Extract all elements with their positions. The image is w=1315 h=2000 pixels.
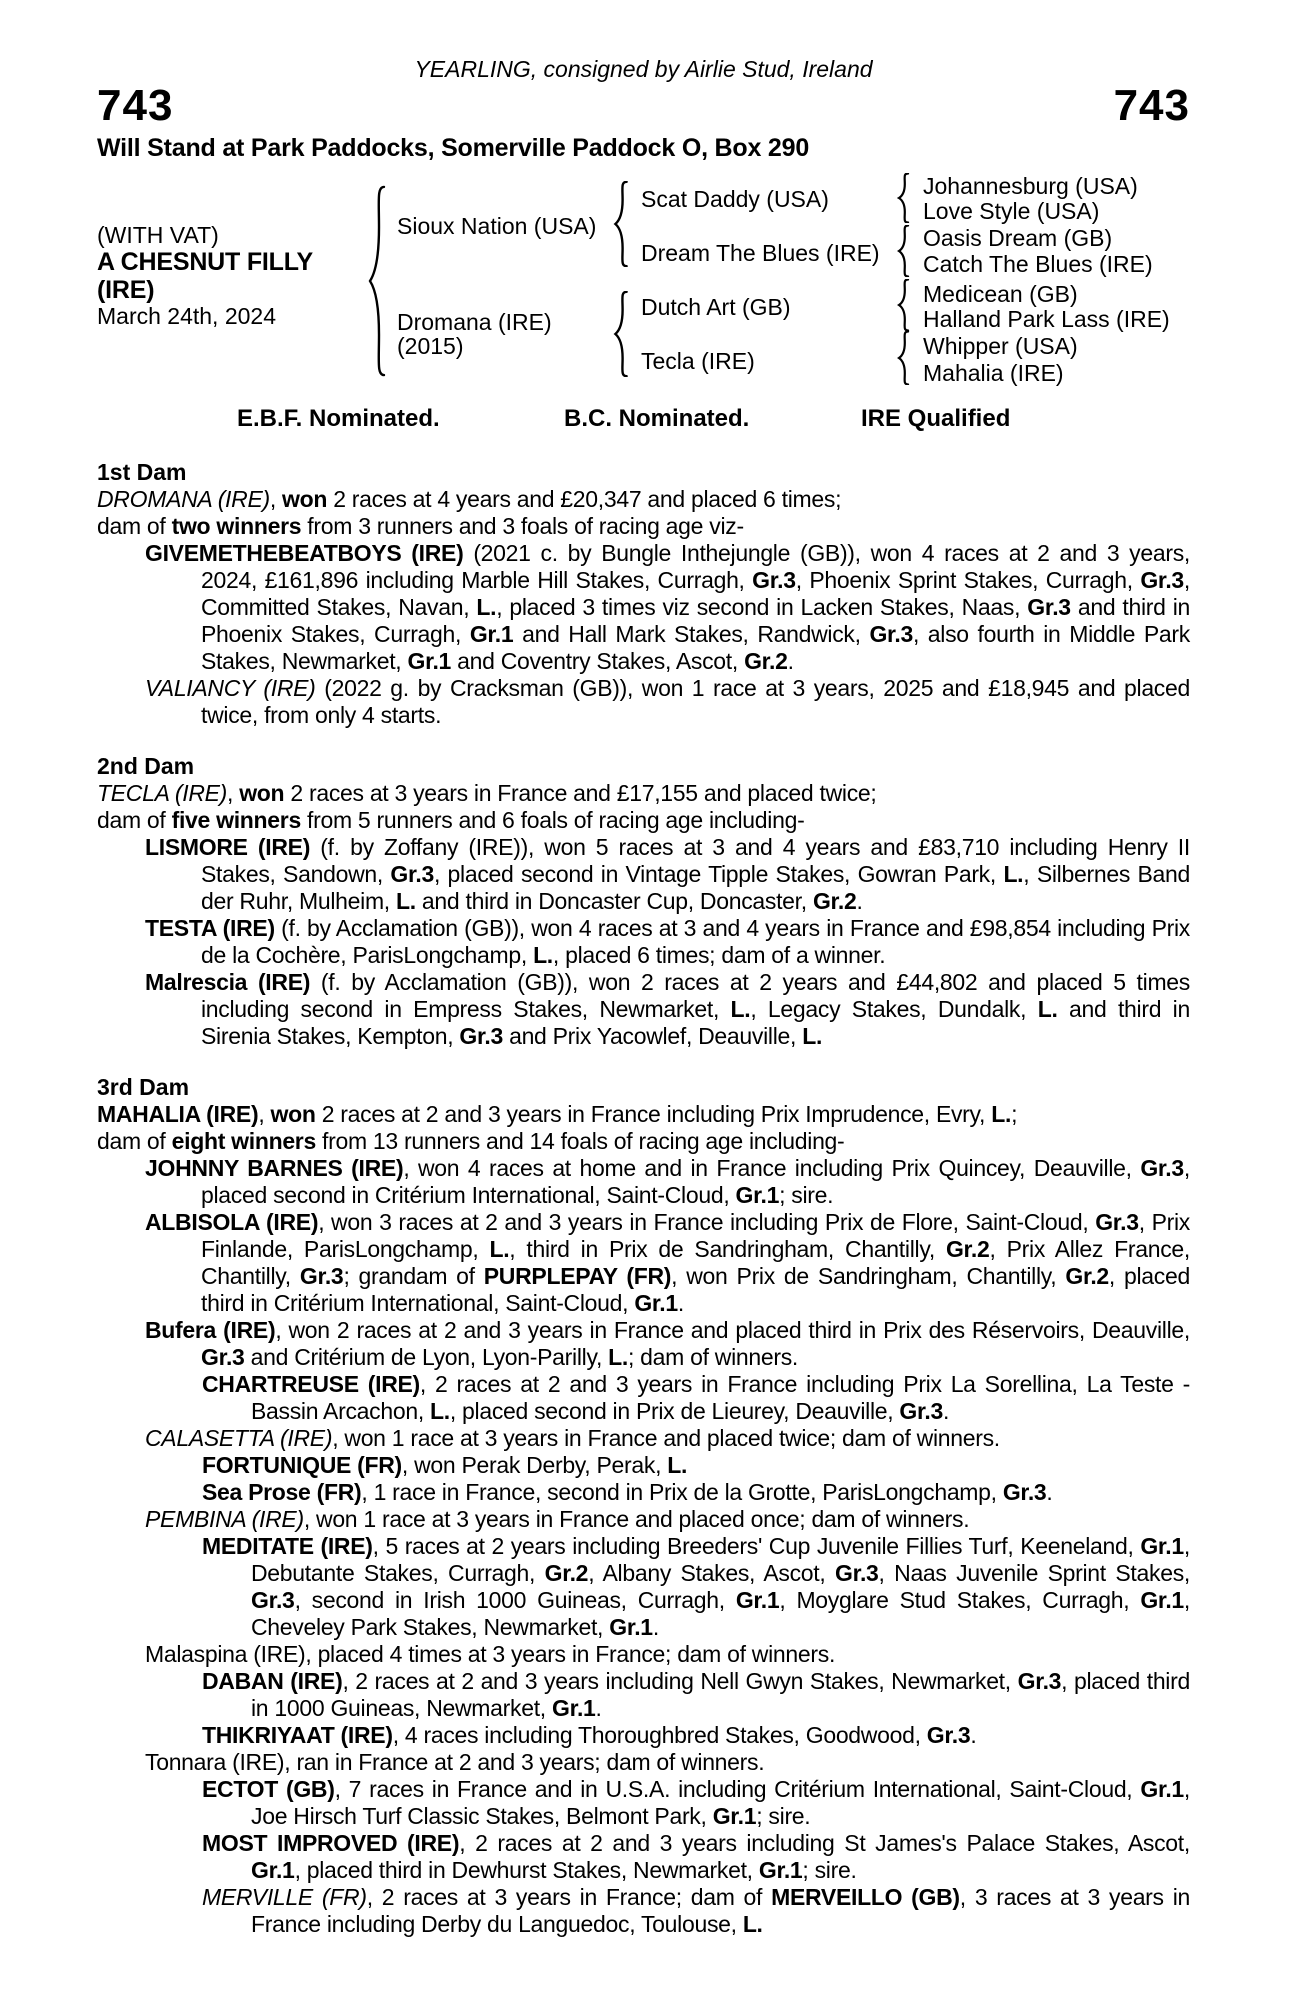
- text-run: .: [677, 1290, 684, 1316]
- lot-number-left: 743: [97, 81, 174, 130]
- text-run: .: [787, 648, 794, 674]
- horse-paragraph: [97, 1830, 1190, 1884]
- dam-section: [97, 459, 1190, 729]
- text-run: THIKRIYAAT (IRE): [202, 1722, 393, 1748]
- text-run: from 3 runners and 3 foals of racing age viz-: [301, 513, 744, 539]
- text-run: Gr.3: [1017, 1668, 1062, 1694]
- text-run: , Legacy Stakes, Dundalk,: [750, 996, 1038, 1022]
- text-run: , 5 races at 2 years including Breeders' Cup Juvenile Fillies Turf, Keeneland,: [372, 1533, 1141, 1559]
- text-run: L.: [533, 942, 553, 968]
- pedigree-dam: [397, 310, 552, 358]
- text-run: , Joe Hirsch Turf Classic Stakes, Belmont Park,: [251, 1776, 1191, 1829]
- pedigree-great-grandparent: Mahalia (IRE): [923, 360, 1064, 386]
- text-run: MEDITATE (IRE): [202, 1533, 373, 1559]
- text-run: Gr.3: [299, 1263, 344, 1289]
- horse-paragraph: [97, 807, 1190, 834]
- horse-paragraph: [97, 1749, 1190, 1776]
- text-run: .: [970, 1722, 977, 1748]
- text-run: Gr.1: [407, 648, 452, 674]
- text-run: L.: [608, 1344, 628, 1370]
- text-run: ALBISOLA (IRE): [145, 1209, 319, 1235]
- pedigree-brace-icon: [367, 185, 387, 377]
- text-run: Gr.1: [469, 621, 514, 647]
- horse-paragraph: [97, 1128, 1190, 1155]
- text-run: Malrescia (IRE): [145, 969, 311, 995]
- text-run: Gr.1: [251, 1857, 295, 1883]
- text-run: Gr.3: [869, 621, 913, 647]
- text-run: dam of: [97, 807, 172, 833]
- horse-paragraph: [97, 1425, 1190, 1452]
- text-run: , Silbernes Band der Ruhr, Mulheim,: [201, 861, 1190, 914]
- text-run: , won 2 races at 2 and 3 years in France and placed third in Prix des Réservoirs, Deauville,: [275, 1317, 1190, 1343]
- text-run: VALIANCY (IRE): [145, 675, 316, 701]
- text-run: dam of: [97, 1128, 172, 1154]
- horse-paragraph: [97, 1884, 1190, 1938]
- text-run: Gr.2: [945, 1236, 990, 1262]
- text-run: PURPLEPAY (FR): [483, 1263, 672, 1289]
- pedigree-great-grandparent: Medicean (GB): [923, 281, 1078, 307]
- pedigree-brace-icon: [613, 181, 629, 267]
- text-run: (f. by Acclamation (GB)), won 2 races at 2 years and £44,802 and placed 5 times including second in Empress Stakes, Newmarket,: [201, 969, 1190, 1022]
- pedigree-brace-icon: [897, 279, 910, 331]
- text-run: , 7 races in France and in U.S.A. including Critérium International, Saint-Cloud,: [334, 1776, 1141, 1802]
- text-run: , Cheveley Park Stakes, Newmarket,: [251, 1587, 1190, 1640]
- horse-paragraph: [97, 915, 1190, 969]
- text-run: , placed second in Vintage Tipple Stakes, Gowran Park,: [433, 861, 1004, 887]
- text-run: 2 races at 3 years in France and £17,155 and placed twice;: [284, 780, 877, 806]
- horse-paragraph: [97, 1533, 1190, 1641]
- text-run: , Phoenix Sprint Stakes, Curragh,: [795, 567, 1141, 593]
- text-run: Gr.1: [634, 1290, 678, 1316]
- text-run: , won Prix de Sandringham, Chantilly,: [671, 1263, 1066, 1289]
- pedigree-great-grandparent: Love Style (USA): [923, 198, 1100, 224]
- text-run: JOHNNY BARNES (IRE): [145, 1155, 404, 1181]
- pedigree-great-grandparent: Whipper (USA): [923, 333, 1078, 359]
- text-run: PEMBINA (IRE): [145, 1506, 304, 1532]
- text-run: Gr.3: [752, 567, 796, 593]
- text-run: 2 races at 2 and 3 years in France including Prix Imprudence, Evry,: [315, 1101, 992, 1127]
- text-run: won: [239, 780, 285, 806]
- text-run: ; sire.: [802, 1857, 857, 1883]
- text-run: , placed third in 1000 Guineas, Newmarket,: [251, 1668, 1190, 1721]
- text-run: , Prix Allez France, Chantilly,: [201, 1236, 1191, 1289]
- pedigree-granddam: Tecla (IRE): [641, 348, 755, 374]
- text-run: L.: [991, 1101, 1012, 1127]
- horse-paragraph: [97, 1317, 1190, 1371]
- horse-paragraph: [97, 675, 1190, 729]
- text-run: , won Perak Derby, Perak,: [401, 1452, 668, 1478]
- pedigree-dam-name: Dromana (IRE): [397, 309, 552, 335]
- horse-paragraph: [97, 1776, 1190, 1830]
- text-run: , Albany Stakes, Ascot,: [588, 1560, 835, 1586]
- pedigree-great-grandparent: Halland Park Lass (IRE): [923, 306, 1170, 332]
- subject-name: A CHESNUT FILLY: [97, 248, 313, 276]
- text-run: L.: [396, 888, 416, 914]
- text-run: MOST IMPROVED (IRE): [202, 1830, 460, 1856]
- text-run: , won 4 races at home and in France including Prix Quincey, Deauville,: [403, 1155, 1141, 1181]
- nominations-row: [97, 405, 1190, 435]
- horse-paragraph: [97, 1668, 1190, 1722]
- nomination-ebf: E.B.F. Nominated.: [237, 405, 440, 432]
- text-run: won: [282, 486, 328, 512]
- text-run: and Prix Yacowlef, Deauville,: [502, 1023, 803, 1049]
- nomination-bc: B.C. Nominated.: [564, 405, 750, 432]
- text-run: Tonnara (IRE), ran in France at 2 and 3 years; dam of winners.: [145, 1749, 765, 1775]
- section-heading: 2nd Dam: [97, 753, 195, 779]
- text-run: , Debutante Stakes, Curragh,: [251, 1533, 1190, 1586]
- text-run: (2021 c. by Bungle Inthejungle (GB)), won 4 races at 2 and 3 years, 2024, £161,896 including Marble Hill Stakes, Curragh,: [201, 540, 1190, 593]
- text-run: MAHALIA (IRE): [97, 1101, 259, 1127]
- text-run: ;: [1011, 1101, 1018, 1127]
- text-run: Gr.3: [1095, 1209, 1139, 1235]
- text-run: L.: [1037, 996, 1058, 1022]
- dam-section: [97, 1074, 1190, 1938]
- text-run: (f. by Acclamation (GB)), won 4 races at 3 and 4 years in France and £98,854 including Prix de la Cochère, ParisLongchamp,: [201, 915, 1190, 968]
- text-run: .: [595, 1695, 602, 1721]
- text-run: ; dam of winners.: [627, 1344, 799, 1370]
- text-run: ECTOT (GB): [202, 1776, 335, 1802]
- text-run: .: [942, 1398, 950, 1424]
- horse-paragraph: [97, 780, 1190, 807]
- dam-section: [97, 753, 1190, 1050]
- pedigree-brace-icon: [897, 225, 910, 277]
- section-heading: 3rd Dam: [97, 1074, 190, 1100]
- stand-location-line: Will Stand at Park Paddocks, Somerville Paddock O, Box 290: [97, 134, 810, 162]
- text-run: CHARTREUSE (IRE): [202, 1371, 420, 1397]
- text-run: L.: [730, 996, 751, 1022]
- text-run: , placed second in Prix de Lieurey, Deauville,: [449, 1398, 900, 1424]
- text-run: , second in Irish 1000 Guineas, Curragh,: [294, 1587, 736, 1613]
- text-run: Gr.1: [1140, 1533, 1184, 1559]
- text-run: L.: [742, 1911, 763, 1937]
- text-run: , won 1 race at 3 years in France and placed once; dam of winners.: [303, 1506, 970, 1532]
- text-run: Gr.1: [712, 1803, 757, 1829]
- text-run: from 5 runners and 6 foals of racing age including-: [300, 807, 805, 833]
- text-run: Gr.2: [544, 1560, 589, 1586]
- text-run: , 1 race in France, second in Prix de la Grotte, ParisLongchamp,: [361, 1479, 1003, 1505]
- horse-paragraph: [97, 540, 1190, 675]
- horse-paragraph: [97, 1722, 1190, 1749]
- text-run: , won 3 races at 2 and 3 years in France including Prix de Flore, Saint-Cloud,: [318, 1209, 1096, 1235]
- foaling-date: March 24th, 2024: [97, 303, 277, 329]
- pedigree-grandsire: Dutch Art (GB): [641, 294, 791, 320]
- catalogue-page: [97, 0, 1190, 1938]
- text-run: , 2 races at 2 and 3 years in France including Prix La Sorellina, La Teste - Bassin Arcachon,: [251, 1371, 1190, 1424]
- text-run: eight winners: [171, 1128, 316, 1154]
- text-run: and third in Sirenia Stakes, Kempton,: [201, 996, 1190, 1049]
- text-run: Gr.1: [1140, 1776, 1184, 1802]
- text-run: .: [652, 1614, 659, 1640]
- horse-paragraph: [97, 1479, 1190, 1506]
- horse-paragraph: [97, 969, 1190, 1050]
- text-run: , placed 6 times; dam of a winner.: [552, 942, 886, 968]
- pedigree-great-grandparent: Catch The Blues (IRE): [923, 251, 1153, 277]
- text-run: five winners: [171, 807, 301, 833]
- text-run: L.: [1003, 861, 1024, 887]
- pedigree-table: [97, 173, 1190, 387]
- text-run: Gr.1: [551, 1695, 596, 1721]
- text-run: TECLA (IRE): [97, 780, 228, 806]
- text-run: ,: [258, 1101, 271, 1127]
- text-run: Gr.1: [758, 1857, 803, 1883]
- text-run: MERVEILLO (GB): [771, 1884, 960, 1910]
- pedigree-brace-icon: [613, 291, 629, 377]
- text-run: Gr.3: [1140, 1155, 1184, 1181]
- text-run: ; sire.: [756, 1803, 811, 1829]
- text-run: Gr.1: [1140, 1587, 1184, 1613]
- text-run: won: [270, 1101, 316, 1127]
- vat-note: (WITH VAT): [97, 222, 219, 248]
- pedigree-great-grandparent: Johannesburg (USA): [923, 173, 1138, 199]
- text-run: and Hall Mark Stakes, Randwick,: [513, 621, 870, 647]
- text-run: Gr.2: [812, 888, 857, 914]
- text-run: Gr.3: [251, 1587, 295, 1613]
- text-run: Sea Prose (FR): [202, 1479, 362, 1505]
- text-run: .: [1046, 1479, 1053, 1505]
- text-run: and third in Phoenix Stakes, Curragh,: [201, 594, 1190, 647]
- text-run: and third in Doncaster Cup, Doncaster,: [415, 888, 813, 914]
- text-run: .: [856, 888, 863, 914]
- horse-paragraph: [97, 1101, 1190, 1128]
- text-run: Gr.1: [609, 1614, 653, 1640]
- catalogue-body: [97, 459, 1190, 1938]
- text-run: dam of: [97, 513, 172, 539]
- pedigree-brace-icon: [897, 331, 910, 385]
- text-run: , placed third in Dewhurst Stakes, Newmarket,: [294, 1857, 759, 1883]
- horse-paragraph: [97, 1371, 1190, 1425]
- text-run: , placed second in Critérium International, Saint-Cloud,: [201, 1155, 1190, 1208]
- text-run: FORTUNIQUE (FR): [202, 1452, 402, 1478]
- text-run: TESTA (IRE): [145, 915, 275, 941]
- text-run: ,: [227, 780, 240, 806]
- horse-paragraph: [97, 1155, 1190, 1209]
- text-run: GIVEMETHEBEATBOYS (IRE): [145, 540, 464, 566]
- pedigree-grandsire: Scat Daddy (USA): [641, 186, 829, 212]
- text-run: , third in Prix de Sandringham, Chantilly,: [509, 1236, 946, 1262]
- horse-paragraph: [97, 1641, 1190, 1668]
- horse-paragraph: [97, 834, 1190, 915]
- text-run: from 13 runners and 14 foals of racing age including-: [315, 1128, 845, 1154]
- text-run: and Critérium de Lyon, Lyon-Parilly,: [244, 1344, 609, 1370]
- text-run: L.: [489, 1236, 510, 1262]
- text-run: (2022 g. by Cracksman (GB)), won 1 race at 3 years, 2025 and £18,945 and placed twice, from only 4 starts.: [201, 675, 1190, 728]
- horse-paragraph: [97, 1452, 1190, 1479]
- text-run: , 3 races at 3 years in France including Derby du Languedoc, Toulouse,: [251, 1884, 1191, 1937]
- text-run: , Moyglare Stud Stakes, Curragh,: [779, 1587, 1141, 1613]
- text-run: Gr.1: [735, 1587, 780, 1613]
- pedigree-sire: Sioux Nation (USA): [397, 213, 597, 239]
- text-run: ,: [269, 486, 283, 512]
- text-run: Gr.1: [735, 1182, 780, 1208]
- nomination-ire: IRE Qualified: [861, 405, 1011, 432]
- text-run: Gr.3: [201, 1344, 245, 1370]
- text-run: Gr.3: [899, 1398, 943, 1424]
- text-run: , placed third in Critérium International, Saint-Cloud,: [201, 1263, 1190, 1316]
- subject-suffix: (IRE): [97, 276, 155, 304]
- text-run: , 2 races at 2 and 3 years including Nell Gwyn Stakes, Newmarket,: [342, 1668, 1018, 1694]
- text-run: L.: [476, 594, 497, 620]
- text-run: Gr.3: [390, 861, 434, 887]
- text-run: Gr.2: [744, 648, 788, 674]
- text-run: Gr.2: [1065, 1263, 1109, 1289]
- text-run: Gr.3: [1140, 567, 1184, 593]
- text-run: CALASETTA (IRE): [145, 1425, 333, 1451]
- section-heading: 1st Dam: [97, 459, 187, 485]
- text-run: , also fourth in Middle Park Stakes, Newmarket,: [201, 621, 1190, 674]
- text-run: 2 races at 4 years and £20,347 and placed 6 times;: [327, 486, 842, 512]
- text-run: MERVILLE (FR): [202, 1884, 367, 1910]
- pedigree-great-grandparent: Oasis Dream (GB): [923, 225, 1113, 251]
- pedigree-granddam: Dream The Blues (IRE): [641, 240, 880, 266]
- text-run: L.: [667, 1452, 688, 1478]
- text-run: , placed 3 times viz second in Lacken Stakes, Naas,: [496, 594, 1028, 620]
- text-run: two winners: [171, 513, 302, 539]
- text-run: , Naas Juvenile Sprint Stakes,: [878, 1560, 1190, 1586]
- text-run: ; sire.: [779, 1182, 834, 1208]
- consignor-line: YEARLING, consigned by Airlie Stud, Ireland: [414, 56, 873, 82]
- lot-number-row: [97, 81, 1190, 130]
- text-run: Gr.3: [926, 1722, 971, 1748]
- horse-paragraph: [97, 1506, 1190, 1533]
- text-run: Gr.3: [459, 1023, 503, 1049]
- text-run: , 2 races at 3 years in France; dam of: [366, 1884, 772, 1910]
- lot-number-right: 743: [1113, 81, 1190, 130]
- text-run: Gr.3: [1027, 594, 1071, 620]
- text-run: , 2 races at 2 and 3 years including St James's Palace Stakes, Ascot,: [459, 1830, 1190, 1856]
- pedigree-dam-year: (2015): [397, 333, 464, 359]
- text-run: , 4 races including Thoroughbred Stakes, Goodwood,: [392, 1722, 927, 1748]
- text-run: Gr.3: [834, 1560, 879, 1586]
- text-run: DABAN (IRE): [202, 1668, 343, 1694]
- text-run: DROMANA (IRE): [97, 486, 270, 512]
- horse-paragraph: [97, 486, 1190, 513]
- text-run: and Coventry Stakes, Ascot,: [451, 648, 745, 674]
- text-run: Bufera (IRE): [145, 1317, 276, 1343]
- text-run: Gr.3: [1002, 1479, 1047, 1505]
- horse-paragraph: [97, 513, 1190, 540]
- text-run: , won 1 race at 3 years in France and placed twice; dam of winners.: [332, 1425, 1000, 1451]
- text-run: ; grandam of: [343, 1263, 484, 1289]
- text-run: LISMORE (IRE): [145, 834, 311, 860]
- text-run: , Committed Stakes, Navan,: [201, 567, 1190, 620]
- text-run: L.: [802, 1023, 823, 1049]
- text-run: Malaspina (IRE), placed 4 times at 3 years in France; dam of winners.: [145, 1641, 836, 1667]
- text-run: L.: [430, 1398, 450, 1424]
- pedigree-subject-block: [97, 223, 313, 329]
- text-run: , Prix Finlande, ParisLongchamp,: [201, 1209, 1191, 1262]
- pedigree-brace-icon: [897, 173, 910, 223]
- horse-paragraph: [97, 1209, 1190, 1317]
- text-run: (f. by Zoffany (IRE)), won 5 races at 3 and 4 years and £83,710 including Henry II Stakes, Sandown,: [201, 834, 1190, 887]
